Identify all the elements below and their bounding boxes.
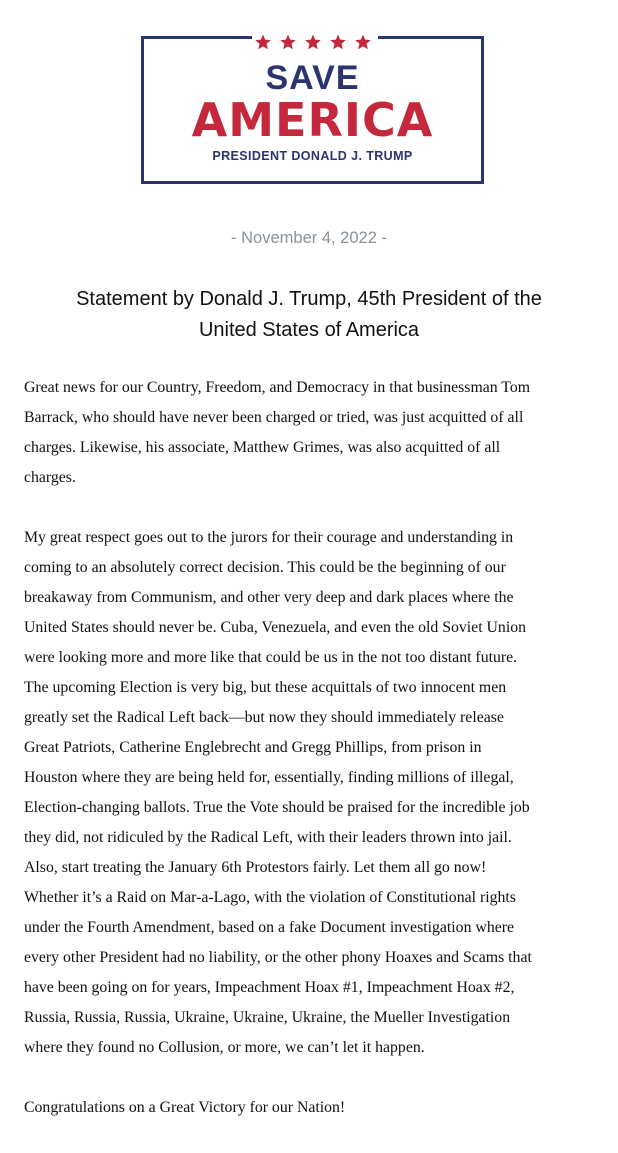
star-icon: [254, 33, 272, 51]
statement-title: [30, 284, 588, 346]
logo-save-text: SAVE: [265, 59, 360, 97]
statement-date: - November 4, 2022 -: [231, 229, 387, 247]
body-paragraph-2: My great respect goes out to the jurors for their courage and understanding in coming to an absolutely correct decision. This could be the beginning of our breakaway from Communism, and other very deep and dark places where the United States should never be. Cuba, Venezuela, and even the old Soviet Union were looking more and more like that could be us in the not too distant future. The upcoming Election is very big, but these acquittals of two innocent men greatly set the Radical Left back—but now they should immediately release Great Patriots, Catherine Englebrecht and Gregg Phillips, from prison in Houston where they are being held for, essentially, finding millions of illegal, Election-changing ballots. True the Vote should be praised for the incredible job they did, not ridiculed by the Radical Left, with their leaders thrown into jail. Also, start treating the January 6th Protestors fairly. Let them all go now! Whether it’s a Raid on Mar-a-Lago, with the violation of Constitutional rights under the Fourth Amendment, based on a fake Document investigation where every other President had no liability, or the other phony Hoaxes and Scams that have been going on for years, Impeachment Hoax #1, Impeachment Hoax #2, Russia, Russia, Russia, Ukraine, Ukraine, Ukraine, the Mueller Investigation where they found no Collusion, or more, we can’t let it happen.: [24, 529, 532, 1056]
body-paragraph-1: Great news for our Country, Freedom, and Democracy in that businessman Tom Barrack, who should have never been charged or tried, was just acquitted of all charges. Likewise, his associate, Matthew Grimes, was also acquitted of all charges.: [24, 379, 531, 486]
body-paragraph-3: Congratulations on a Great Victory for our Nation!: [24, 1099, 346, 1116]
star-icon: [354, 33, 372, 51]
logo-america-text: AMERICA: [191, 93, 434, 147]
star-icon: [304, 33, 322, 51]
save-america-logo: [141, 36, 484, 184]
statement-title-text: Statement by Donald J. Trump, 45th President of the United States of America: [76, 288, 542, 341]
star-icon: [329, 33, 347, 51]
statement-body: [24, 373, 604, 1153]
logo-stars: [144, 33, 481, 55]
logo-president-text: PRESIDENT DONALD J. TRUMP: [212, 149, 413, 163]
star-icon: [279, 33, 297, 51]
